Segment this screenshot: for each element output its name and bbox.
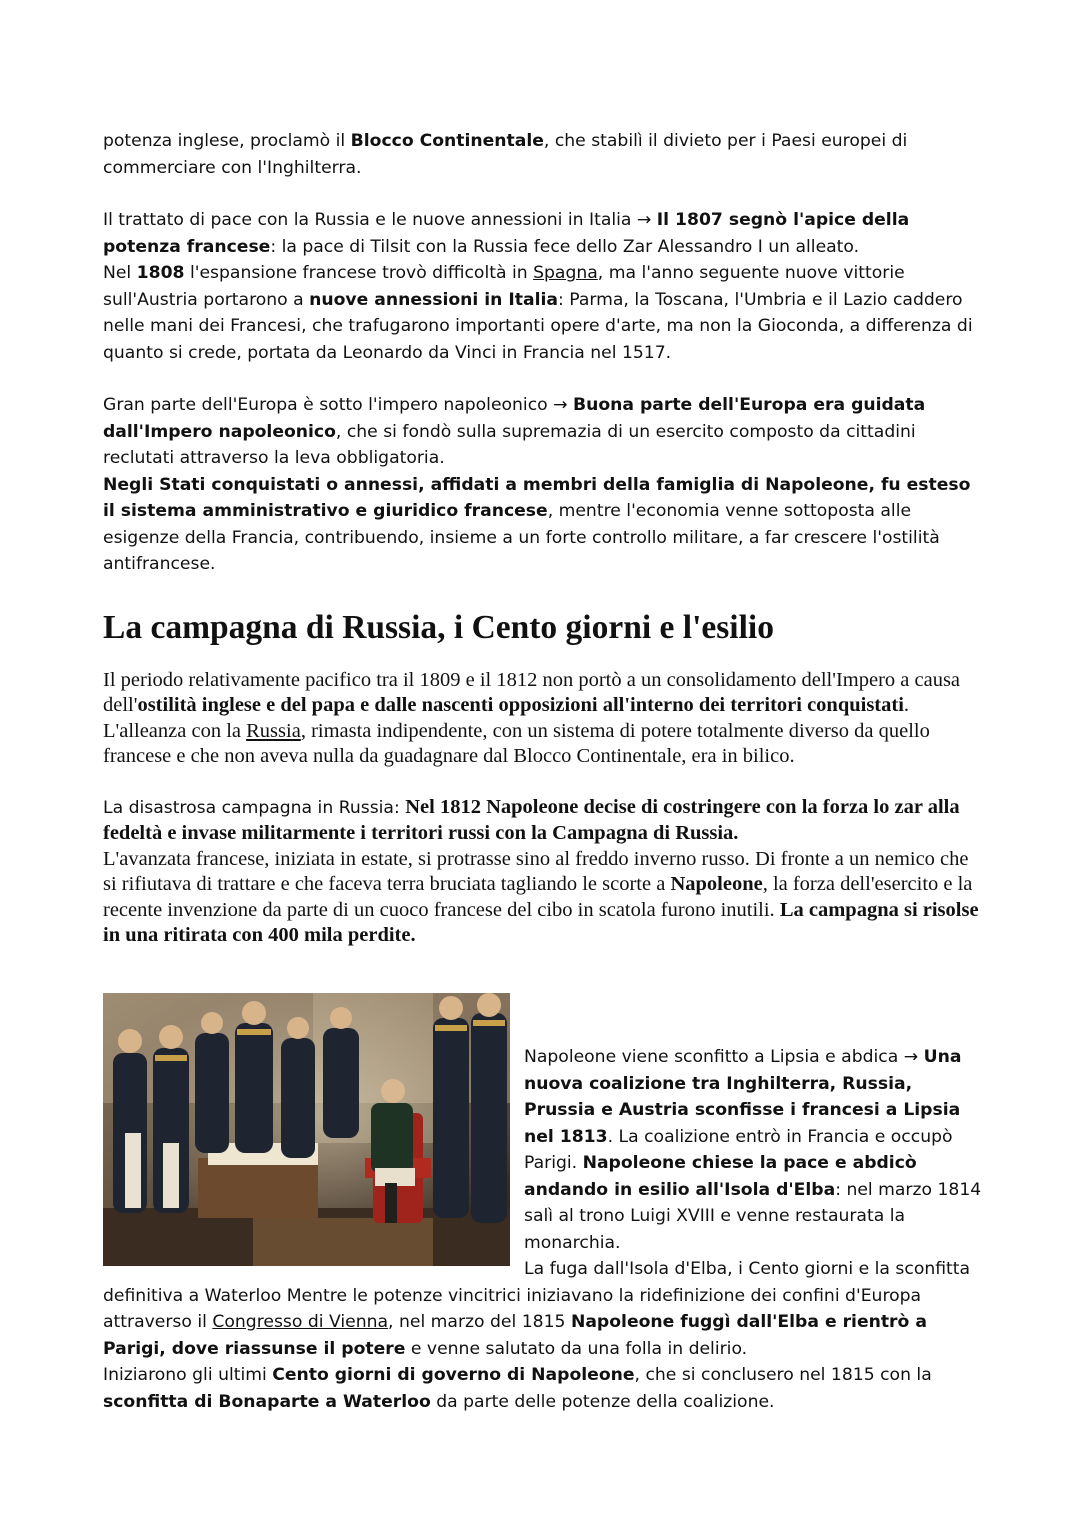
napoleon-abdication-painting [103, 993, 510, 1266]
paragraph-lipsia: Napoleone viene sconfitto a Lipsia e abdica → Una nuova coalizione tra Inghilterra, Russia, Prussia e Austria sconfisse i francesi a Lipsia nel 1813. La coalizione entrò in Francia e occupò Parigi. Napoleone chiese la pace e abdicò andando in esilio all'Isola d'Elba: nel marzo 1814 salì al trono Luigi XVIII e venne restaurata la monarchia. [524, 1047, 982, 1253]
paragraph-avanzata-francese: L'avanzata francese, iniziata in estate, si protrasse sino al freddo inverno russo. Di fronte a un nemico che si rifiutava di trattare e che faceva terra bruciata tagliando le scorte a Napoleone, la forza dell'esercito e la recente invenzione da parte di un cuoco francese del cibo in scatola furono inutili. La campagna si risolse in una ritirata con 400 mila perdite. [103, 847, 979, 946]
side-text-lipsia [524, 1044, 984, 1256]
paragraph-blocco-continentale: potenza inglese, proclamò il Blocco Continentale, che stabilì il divieto per i Paesi europei di commerciare con l'Inghilterra. [103, 131, 908, 178]
paragraph-periodo-pacifico: Il periodo relativamente pacifico tra il 1809 e il 1812 non portò a un consolidamento dell'Impero a causa dell'ostilità inglese e del papa e dalle nascenti opposizioni all'interno dei territori conquistati. L'alleanza con la Russia, rimasta indipendente, con un sistema di potere totalmente diverso da quello francese e che non aveva nulla da guadagnare dal Blocco Continentale, era in bilico. [103, 668, 961, 767]
bottom-text [103, 1256, 981, 1415]
paragraph-fuga-elba: La fuga dall'Isola d'Elba, i Cento giorni e la sconfitta definitiva a Waterloo Mentre le potenze vincitrici iniziavano la ridefinizione dei confini d'Europa attraverso il Congresso di Vienna, nel marzo del 1815 Napoleone fuggì dall'Elba e rientrò a Parigi, dove riassunse il potere e venne salutato da una folla in delirio. [103, 1259, 971, 1359]
link-congresso-vienna[interactable]: Congresso di Vienna [212, 1312, 389, 1332]
paragraph-stati-conquistati: Negli Stati conquistati o annessi, affidati a membri della famiglia di Napoleone, fu esteso il sistema amministrativo e giuridico francese, mentre l'economia venne sottoposta alle esigenze della Francia, contribuendo, insieme a un forte controllo militare, a far crescere l'ostilità antifrancese. [103, 474, 971, 574]
document-body [103, 128, 981, 949]
paragraph-impero-napoleonico: Gran parte dell'Europa è sotto l'impero napoleonico → Buona parte dell'Europa era guidata dall'Impero napoleonico, che si fondò sulla supremazia di un esercito composto da cittadini reclutati attraverso la leva obbligatoria. [103, 395, 926, 468]
paragraph-campagna-russia: La disastrosa campagna in Russia: Nel 1812 Napoleone decise di costringere con la forza lo zar alla fedeltà e invase militarmente i territori russi con la Campagna di Russia. [103, 795, 960, 844]
paragraph-trattato-pace: Il trattato di pace con la Russia e le nuove annessioni in Italia → Il 1807 segnò l'apice della potenza francese: la pace di Tilsit con la Russia fece dello Zar Alessandro I un alleato. [103, 210, 910, 257]
link-russia[interactable]: Russia [246, 719, 301, 742]
section-heading: La campagna di Russia, i Cento giorni e l'esilio [103, 608, 774, 646]
link-spagna[interactable]: Spagna [533, 263, 598, 283]
paragraph-1808: Nel 1808 l'espansione francese trovò difficoltà in Spagna, ma l'anno seguente nuove vittorie sull'Austria portarono a nuove annessioni in Italia: Parma, la Toscana, l'Umbria e il Lazio caddero nelle mani dei Francesi, che trafugarono importanti opere d'arte, ma non la Gioconda, a differenza di quanto si crede, portata da Leonardo da Vinci in Francia nel 1517. [103, 263, 973, 363]
paragraph-cento-giorni: Iniziarono gli ultimi Cento giorni di governo di Napoleone, che si conclusero nel 1815 con la sconfitta di Bonaparte a Waterloo da parte delle potenze della coalizione. [103, 1365, 932, 1412]
